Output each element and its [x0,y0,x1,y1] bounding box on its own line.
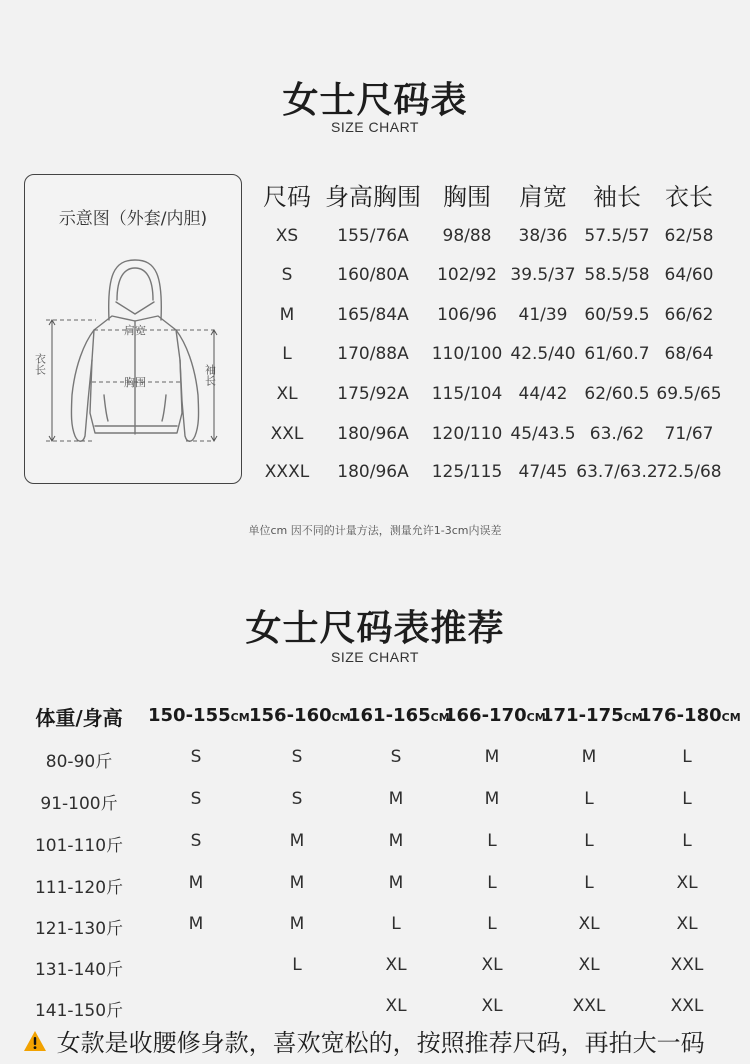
size-chart-cell: 102/92 [437,265,497,285]
recommended-size-cell: XL [481,955,503,975]
right-pocket [162,395,166,421]
height-header [148,705,250,726]
height-range: 156-160 [249,705,332,726]
warning-icon [23,1030,47,1052]
recommended-size-cell: XL [578,955,600,975]
recommended-size-cell: L [487,914,497,934]
size-chart-cell: 69.5/65 [656,384,722,404]
size-chart-cell: 120/110 [431,424,503,444]
chest-label: 胸围 [124,376,146,389]
size-chart-header: 胸围 [443,183,491,211]
size-chart-cell: 180/96A [337,424,409,444]
height-range: 150-155 [148,705,231,726]
recommended-size-cell: XL [676,914,698,934]
recommended-size-cell: L [682,747,692,767]
size-chart-cell: 45/43.5 [510,424,576,444]
height-range: 171-175 [541,705,624,726]
recommended-size-cell: L [682,831,692,851]
recommended-size-cell: M [388,831,404,851]
recommended-size-cell: S [190,747,202,767]
size-chart-header: 肩宽 [519,183,567,211]
height-header [444,705,546,726]
recommended-size-cell: M [188,873,204,893]
recommendation-corner-header: 体重/身高 [35,706,123,730]
size-chart-cell: 72.5/68 [656,462,722,482]
height-header [249,705,351,726]
recommended-size-cell: XL [385,955,407,975]
recommendation-subtitle: SIZE CHART [331,649,419,665]
weight-range-label: 121-130斤 [34,919,124,939]
height-range: 161-165 [348,705,431,726]
size-chart-cell: M [279,305,295,325]
size-chart-header: 尺码 [263,183,311,211]
recommended-size-cell: L [584,873,594,893]
recommended-size-cell: L [292,955,302,975]
footer-warning-text: 女款是收腰修身款，喜欢宽松的，按照推荐尺码，再拍大一码 [56,1029,705,1057]
hood-inner [117,268,153,300]
size-chart-cell: 63.7/63.2 [576,462,658,482]
size-chart-cell: 44/42 [518,384,568,404]
collar [116,302,154,314]
sleeve-label-right: 袖长 [203,364,217,386]
size-chart-cell: XS [275,226,299,246]
size-chart-subtitle: SIZE CHART [331,119,419,135]
height-unit: CM [230,711,250,724]
recommended-size-cell: S [190,831,202,851]
size-chart-cell: 155/76A [337,226,409,246]
size-chart-header: 袖长 [593,183,641,211]
recommended-size-cell: M [484,747,500,767]
size-chart-cell: 98/88 [442,226,492,246]
jacket-outline-diagram [32,250,234,460]
height-header [541,705,643,726]
height-unit: CM [331,711,351,724]
weight-range-label: 141-150斤 [34,1001,124,1021]
size-chart-cell: 60/59.5 [584,305,650,325]
size-chart-cell: 39.5/37 [510,265,576,285]
recommended-size-cell: L [391,914,401,934]
recommended-size-cell: M [289,914,305,934]
weight-range-label: 80-90斤 [45,752,113,772]
recommended-size-cell: XL [385,996,407,1016]
recommended-size-cell: S [291,789,303,809]
size-chart-cell: 68/64 [664,344,714,364]
size-chart-cell: 64/60 [664,265,714,285]
weight-range-label: 101-110斤 [34,836,124,856]
recommended-size-cell: L [487,873,497,893]
height-unit: CM [623,711,643,724]
recommendation-title: 女士尺码表推荐 [245,608,505,649]
size-chart-cell: 125/115 [431,462,503,482]
size-chart-cell: 63./62 [589,424,645,444]
height-unit: CM [526,711,546,724]
size-chart-cell: 62/60.5 [584,384,650,404]
height-range: 166-170 [444,705,527,726]
recommended-size-cell: S [190,789,202,809]
weight-range-label: 91-100斤 [40,794,118,814]
recommended-size-cell: L [682,789,692,809]
height-unit: CM [721,711,741,724]
size-chart-cell: 38/36 [518,226,568,246]
size-chart-cell: 175/92A [337,384,409,404]
size-chart-cell: 160/80A [337,265,409,285]
recommended-size-cell: S [390,747,402,767]
size-chart-cell: XXXL [264,462,310,482]
weight-range-label: 131-140斤 [34,960,124,980]
recommended-size-cell: M [581,747,597,767]
recommended-size-cell: L [584,789,594,809]
size-chart-title: 女士尺码表 [282,80,468,121]
recommended-size-cell: M [388,873,404,893]
weight-range-label: 111-120斤 [34,878,124,898]
size-chart-cell: 106/96 [437,305,497,325]
hood-outline [109,260,162,320]
recommended-size-cell: L [487,831,497,851]
height-unit: CM [430,711,450,724]
height-header [348,705,450,726]
recommended-size-cell: S [291,747,303,767]
recommended-size-cell: M [484,789,500,809]
size-chart-cell: 115/104 [431,384,503,404]
recommended-size-cell: XL [578,914,600,934]
recommended-size-cell: L [584,831,594,851]
length-label-left: 衣长 [33,353,47,375]
footer-warning [23,1023,705,1058]
size-chart-cell: 165/84A [337,305,409,325]
recommended-size-cell: XXL [670,996,704,1016]
size-chart-cell: 42.5/40 [510,344,576,364]
recommended-size-cell: M [388,789,404,809]
size-chart-cell: 57.5/57 [584,226,650,246]
height-range: 176-180 [639,705,722,726]
height-header [639,705,741,726]
size-chart-cell: 47/45 [518,462,568,482]
recommended-size-cell: XL [676,873,698,893]
recommended-size-cell: XXL [572,996,606,1016]
recommended-size-cell: XL [481,996,503,1016]
size-chart-cell: S [281,265,293,285]
left-pocket [104,395,108,421]
size-chart-cell: 170/88A [337,344,409,364]
size-chart-cell: XL [276,384,298,404]
size-chart-cell: XXL [270,424,304,444]
size-chart-cell: 66/62 [664,305,714,325]
size-chart-cell: L [282,344,292,364]
recommended-size-cell: XXL [670,955,704,975]
recommended-size-cell: M [289,831,305,851]
size-chart-cell: 58.5/58 [584,265,650,285]
size-chart-header: 衣长 [665,183,713,211]
shoulder-label: 肩宽 [124,324,146,337]
size-chart-cell: 41/39 [518,305,568,325]
diagram-caption: 示意图（外套/内胆) [58,209,208,229]
recommended-size-cell: M [289,873,305,893]
size-chart-header: 身高胸围 [325,183,421,211]
size-chart-cell: 180/96A [337,462,409,482]
size-chart-cell: 61/60.7 [584,344,650,364]
recommended-size-cell: M [188,914,204,934]
size-chart-cell: 62/58 [664,226,714,246]
measurement-note: 单位cm 因不同的计量方法，测量允许1-3cm内误差 [248,524,502,537]
size-chart-cell: 71/67 [664,424,714,444]
size-chart-cell: 110/100 [431,344,503,364]
